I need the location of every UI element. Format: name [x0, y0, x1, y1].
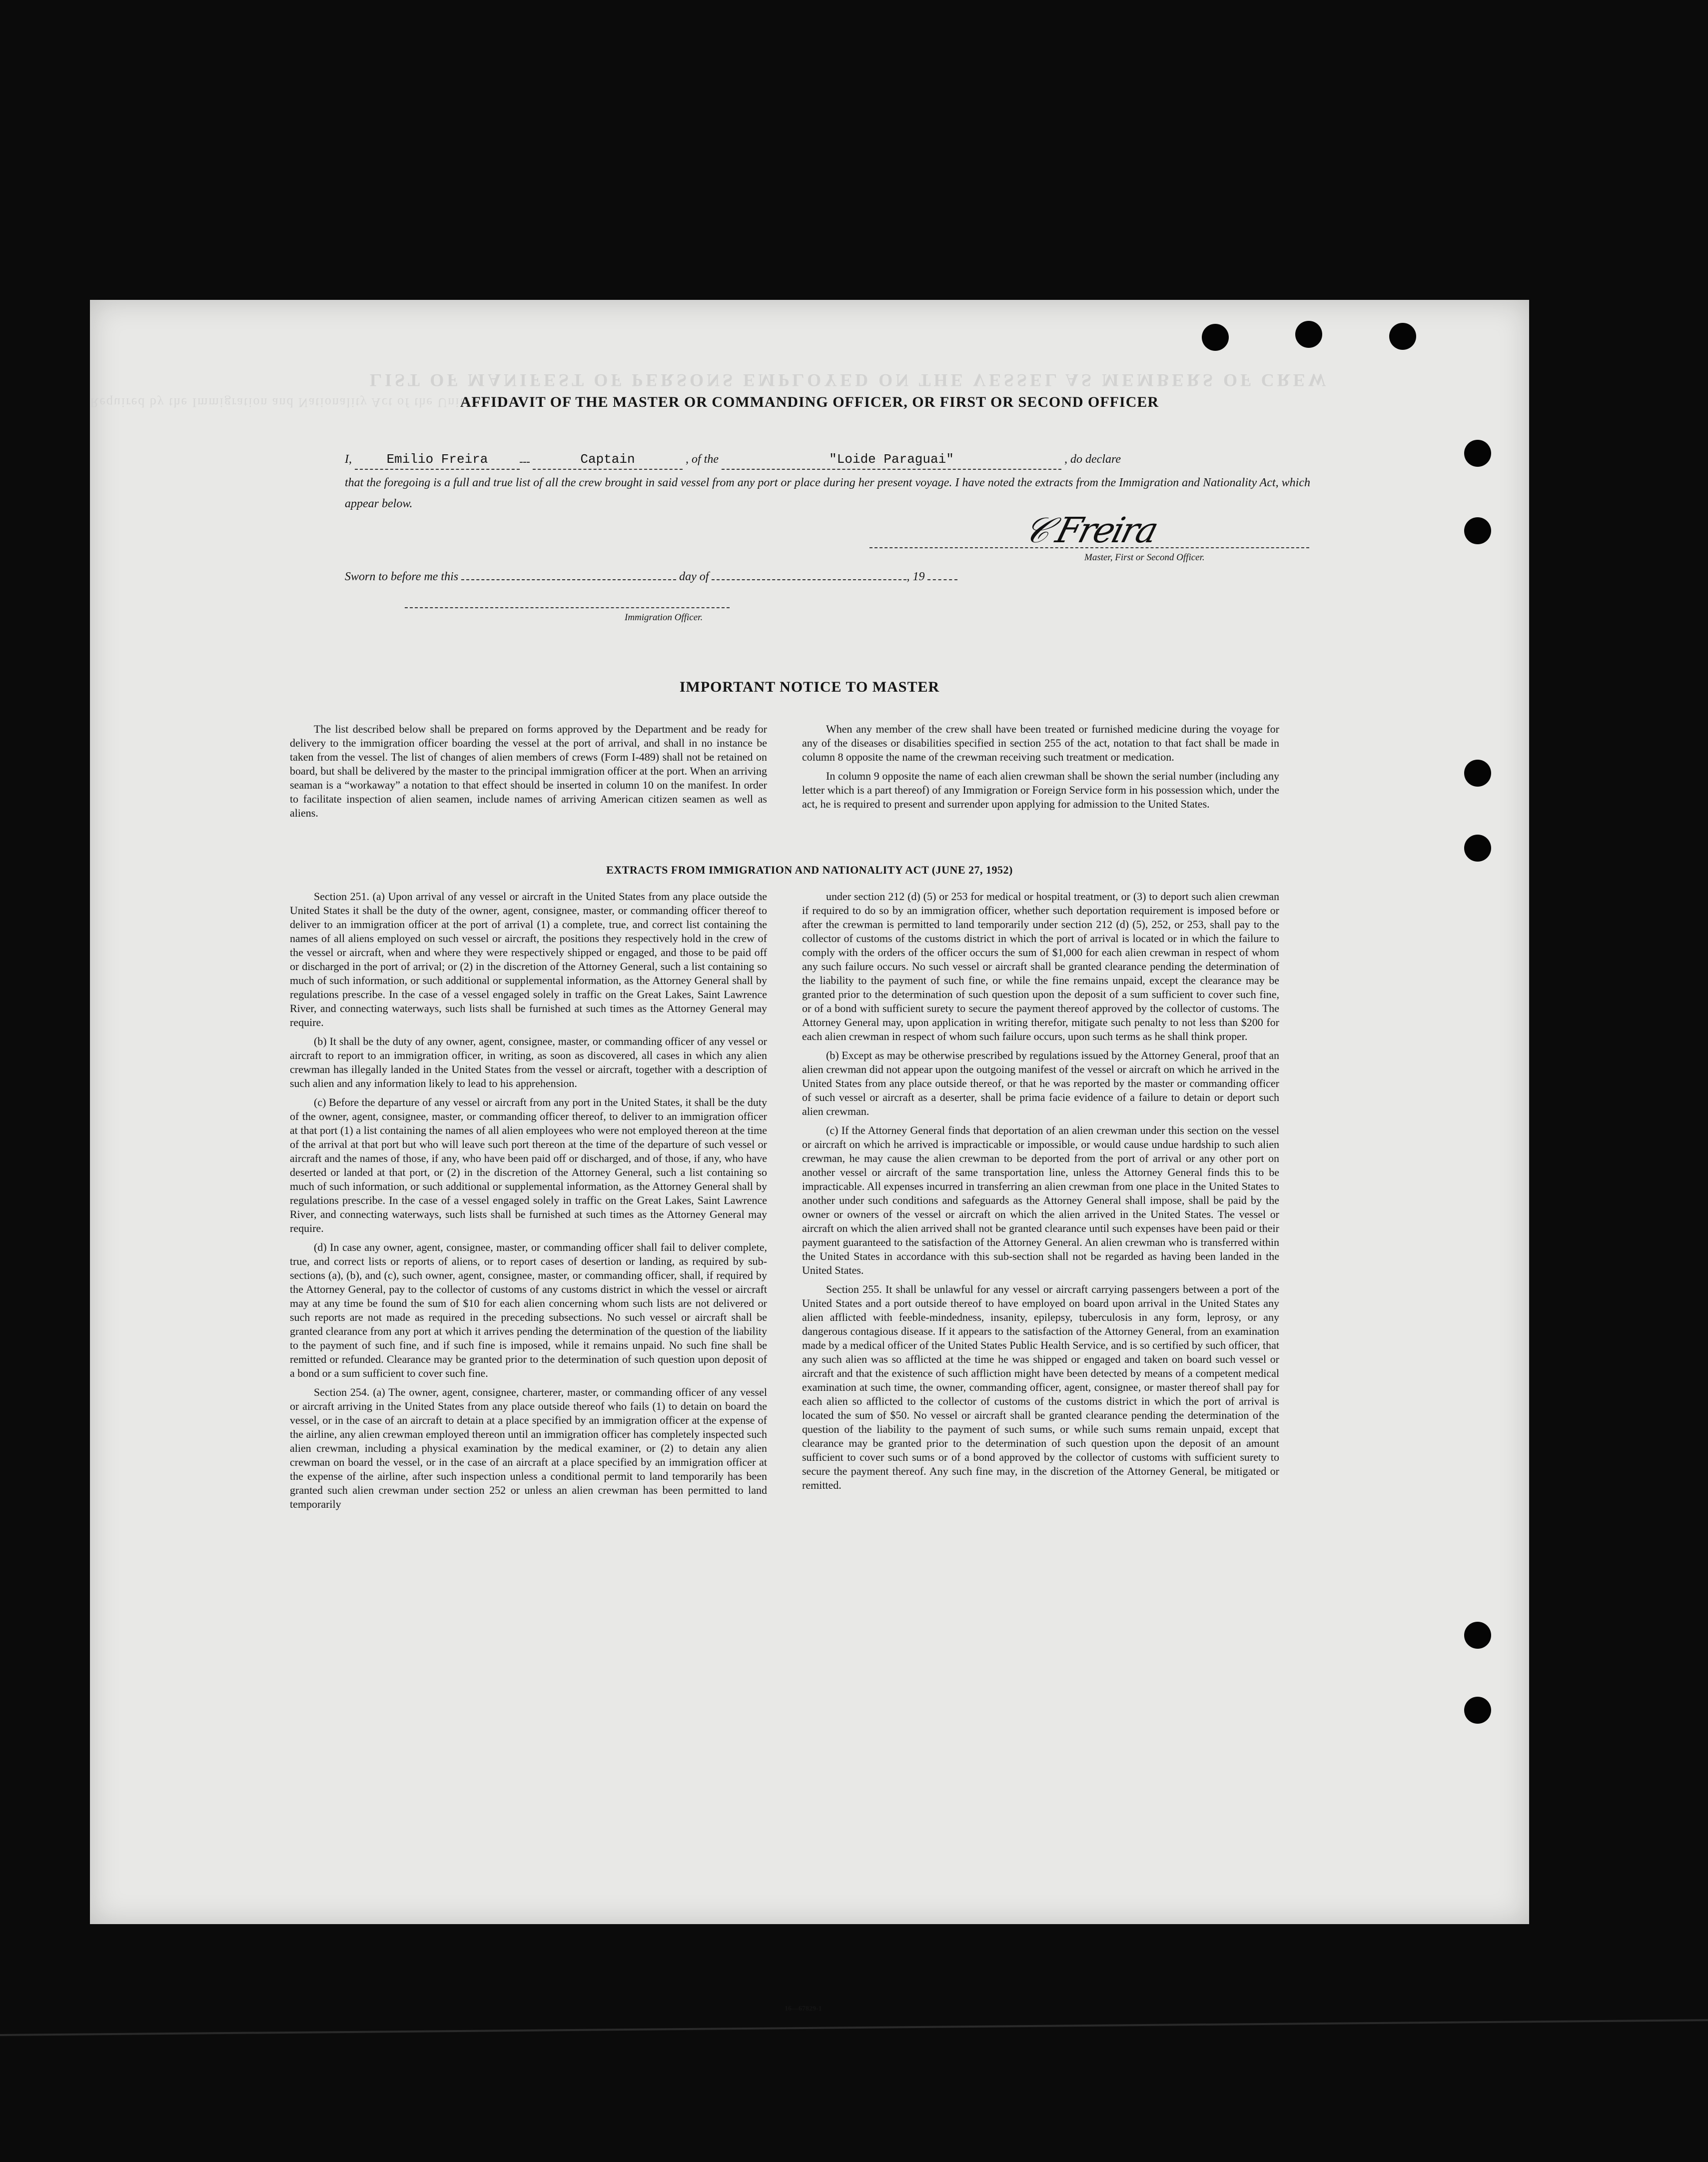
affidavit-title: AFFIDAVIT OF THE MASTER OR COMMANDING OFFICER, OR FIRST OR SECOND OFFICER	[460, 394, 1159, 410]
prefix-i: I,	[345, 453, 352, 466]
of-the-label: , of the	[686, 453, 719, 466]
master-name-field: Emilio Freira	[355, 450, 520, 470]
signature-line	[869, 547, 1309, 548]
extracts-columns	[290, 890, 1279, 1516]
notice-paragraph: When any member of the crew shall have been treated or furnished medicine during the voyage for any of the diseases or disabilities specified in section 255 of the act, notation to that fact shall be made in column 8 opposite the name of the crewman receiving such treatment or medication.	[802, 723, 1279, 763]
extract-paragraph: (b) Except as may be otherwise prescribed by regulations issued by the Attorney General, proof that an alien crewman did not appear upon the outgoing manifest of the vessel or aircraft on which he arrived in the United States from any place outside thereof, or that he was reported by the master or commanding officer of such vessel or aircraft as a deserter, shall be prima facie evidence of a failure to detain or deport such alien crewman.	[802, 1049, 1279, 1117]
bleed-through-heading: LIST OF MANIFEST OF PERSONS EMPLOYED ON THE VESSEL AS MEMBERS OF CREW	[370, 370, 1329, 390]
sworn-month-blank	[712, 579, 906, 580]
punch-hole	[1295, 321, 1322, 348]
immigration-officer-caption: Immigration Officer.	[625, 612, 703, 623]
extract-paragraph: Section 255. It shall be unlawful for any vessel or aircraft carrying passengers between a port of the United States and a port outside thereof to have employed on board upon arrival in the United States any alien afflicted with feeble-mindedness, insanity, epilepsy, tuberculosis in any form, leprosy, or any dangerous contagious disease. If it appears to the satisfaction of the Attorney General, from an examination made by a medical officer of the United States Public Health Service, and is so certified by such officer, that any such alien was so afflicted at the time he was shipped or engaged and taken on board such vessel or aircraft and that the existence of such affliction might have been detected by means of a competent medical examination at such time, the owner, commanding officer, agent, consignee, or master thereof shall pay for each alien so afflicted to the collector of customs of the customs district in which the port of arrival is located the sum of $50. No vessel or aircraft shall be granted clearance pending the determination of the question of the liability to the payment of such sums, or while such sums remain unpaid, except that clearance may be granted prior to the determination of such question upon the deposit of an amount sufficient to cover such sums or of a bond approved by the collector of customs with sufficient surety to secure the payment thereof. Any such fine may, in the discretion of the Attorney General, be mitigated or remitted.	[802, 1283, 1279, 1491]
extract-paragraph: Section 251. (a) Upon arrival of any vessel or aircraft in the United States from any place outside the United States it shall be the duty of the owner, agent, consignee, master, or commanding officer thereof to deliver to an immigration officer at the port of arrival (1) a complete, true, and correct list containing the names of all aliens employed on such vessel or aircraft, the positions they respectively hold in the crew of the vessel or aircraft, when and where they were respectively shipped or engaged, and those to be paid off or discharged in the port of arrival; or (2) in the discretion of the Attorney General, such a list containing so much of such information, or such additional or supplemental information, as the Attorney General shall by regulations prescribe. In the case of a vessel engaged solely in traffic on the Great Lakes, Saint Lawrence River, and connecting waterways, such lists shall be furnished at such times as the Attorney General may require.	[290, 890, 767, 1029]
scanner-edge-line	[0, 2019, 1708, 2036]
punch-hole	[1464, 517, 1491, 544]
notice-columns	[290, 722, 1279, 825]
form-number: 16—67829-1	[785, 2005, 822, 2013]
punch-hole	[1464, 1622, 1491, 1649]
sworn-label: Sworn to before me this	[345, 570, 459, 583]
declaration-text: that the foregoing is a full and true list of all the crew brought in said vessel from any port or place during her present voyage. I have noted the extracts from the Immigration and Nationality Act, which appear below.	[345, 476, 1310, 510]
day-of-label: day of	[679, 570, 709, 583]
punch-hole	[1464, 760, 1491, 787]
extracts-title: EXTRACTS FROM IMMIGRATION AND NATIONALITY ACT (JUNE 27, 1952)	[606, 864, 1013, 876]
signature-caption: Master, First or Second Officer.	[1084, 552, 1205, 563]
extract-paragraph: (c) Before the departure of any vessel or aircraft from any port in the United States, it shall be the duty of the owner, agent, consignee, master, or commanding officer thereof, to deliver to an immigration officer at that port (1) a list containing the names of all alien employees who were not employed thereon at the time of the arrival at that port but who will leave such port thereon at the time of the departure of such vessel or aircraft and the names of those, if any, who have been paid off or discharged, and of those, if any, who have deserted or landed at that port, or (2) in the discretion of the Attorney General, such a list containing so much of such information, or such additional or supplemental information, as the Attorney General shall by regulations prescribe. In the case of a vessel engaged solely in traffic on the Great Lakes, Saint Lawrence River, and connecting waterways, such lists shall be furnished at such times as the Attorney General may require.	[290, 1096, 767, 1234]
extract-paragraph: (d) In case any owner, agent, consignee, master, or commanding officer shall fail to deliver complete, true, and correct lists or reports of aliens, or to report cases of desertion or landing, as required by sub-sections (a), (b), and (c), such owner, agent, consignee, master, or commanding officer, shall, if required by the Attorney General, pay to the collector of customs of any customs district in which the vessel or aircraft may at any time be found the sum of $10 for each alien concerning whom such lists are not delivered or such reports are not made as required in the preceding subsections. No such vessel or aircraft shall be granted clearance from any port at which it arrives pending the determination of the question of the liability to the payment of such fine, and if such fine is imposed, while it remains unpaid. No such fine shall be remitted or refunded. Clearance may be granted prior to the determination of such question upon deposit of a bond or a sum sufficient to cover such fine.	[290, 1241, 767, 1379]
master-signature: 𝒞 Freira	[1019, 510, 1161, 551]
notice-title: IMPORTANT NOTICE TO MASTER	[679, 679, 940, 695]
sworn-year-blank	[927, 579, 957, 580]
extracts-right-column	[802, 890, 1279, 1516]
notice-paragraph: In column 9 opposite the name of each alien crewman shall be shown the serial number (including any letter which is a part thereof) of any Immigration or Foreign Service form in his possession which, under the act, he is required to present and surrender upon applying for admission to the United States.	[802, 770, 1279, 810]
notice-right-column	[802, 722, 1279, 825]
immigration-officer-line	[405, 607, 730, 608]
extract-paragraph: (b) It shall be the duty of any owner, agent, consignee, master, or commanding officer of any vessel or aircraft to report to an immigration officer, in writing, as soon as discovered, all cases in which any alien crewman has illegally landed in the United States from the vessel or aircraft, together with a description of such alien and any information likely to lead to his apprehension.	[290, 1035, 767, 1089]
extract-paragraph: under section 212 (d) (5) or 253 for medical or hospital treatment, or (3) to deport such alien crewman if required to do so by an immigration officer, whether such deportation requirement is imposed before or after the crewman is permitted to land temporarily under section 212 (d) (5), 252, or 253, shall pay to the collector of customs of the customs district in which the port of arrival is located or in which the failure to comply with the orders of the officer occurs the sum of $1,000 for each alien crewman in respect of whom any such failure occurs. No such vessel or aircraft shall be granted clearance pending the determination of the liability to the payment of such fine, or while the fine remains unpaid, except the clearance may be granted prior to the determination of such question upon the deposit of a sum sufficient to cover such fine, or of a bond with sufficient surety to secure the payment thereof approved by the collector of customs. The Attorney General may, upon application in writing therefor, mitigate such penalty to not less than $200 for each alien crewman in respect of whom such failure occurs, upon such terms as he shall think proper.	[802, 890, 1279, 1043]
notice-paragraph: The list described below shall be prepared on forms approved by the Department and be ready for delivery to the immigration officer boarding the vessel at the port of arrival, and shall in no instance be taken from the vessel. The list of changes of alien members of crews (Form I-489) shall not be retained on board, but shall be delivered by the master to the principal immigration officer at the port. When an arriving seaman is a “workaway” a notation to that effect should be inserted in column 10 on the manifest. In order to facilitate inspection of alien seamen, include names of arriving American citizen seamen as well as aliens.	[290, 723, 767, 819]
sworn-line	[345, 567, 1324, 586]
year-label: , 19	[906, 570, 925, 583]
extracts-left-column	[290, 890, 767, 1516]
sworn-day-blank	[461, 579, 676, 580]
bleed-through-subheading: Required by the Immigration and Nationality Act of the United States	[90, 395, 520, 410]
rank-field: Captain	[533, 450, 683, 470]
punch-hole	[1464, 1697, 1491, 1724]
do-declare-label: , do declare	[1064, 453, 1121, 466]
blank-line	[520, 462, 530, 463]
punch-hole	[1389, 323, 1416, 350]
extract-paragraph: (c) If the Attorney General finds that deportation of an alien crewman under this section on the vessel or aircraft on which he arrived is impracticable or impossible, or would cause undue hardship to such alien crewman, he may cause the alien crewman to be deported from the port of arrival or any other port on another vessel or aircraft of the same transportation line, unless the Attorney General finds this to be impracticable. All expenses incurred in transferring an alien crewman from one place in the United States to another under such conditions and safeguards as the Attorney General shall impose, shall be paid by the owner or owners of the vessel or aircraft on which the alien arrived in the United States. The vessel or aircraft on which the alien arrived shall not be granted clearance until such expenses have been paid or their payment guaranteed to the satisfaction of the Attorney General. An alien crewman who is transferred within the United States in accordance with this sub-section shall not be regarded as having been landed in the United States.	[802, 1124, 1279, 1276]
document-page	[90, 300, 1529, 2013]
punch-hole	[1464, 440, 1491, 467]
punch-hole	[1464, 835, 1491, 862]
extract-paragraph: Section 254. (a) The owner, agent, consignee, charterer, master, or commanding officer of any vessel or aircraft arriving in the United States from any place outside thereof who fails (1) to detain on board the vessel, or in the case of an aircraft to detain at a place specified by an immigration officer at the expense of the airline, any alien crewman employed thereon until an immigration officer has completely inspected such alien crewman, including a physical examination by the medical examiner, or (2) to detain any alien crewman on board the vessel, or in the case of an aircraft at a place specified by an immigration officer at the expense of the airline, after such inspection unless a conditional permit to land temporarily has been granted such alien crewman under section 252 or unless an alien crewman has been permitted to land temporarily	[290, 1386, 767, 1510]
notice-left-column	[290, 722, 767, 825]
vessel-name-field: "Loide Paraguai"	[722, 450, 1061, 470]
punch-hole	[1202, 324, 1229, 351]
affidavit-declaration-line	[345, 450, 1324, 470]
